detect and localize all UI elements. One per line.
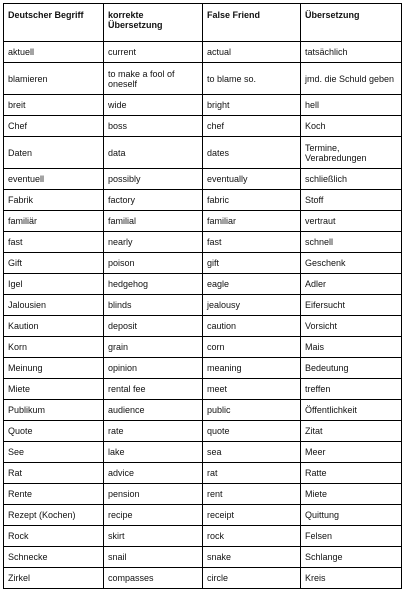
- table-row: [4, 137, 402, 169]
- german-term-cell: Gift: [4, 253, 104, 274]
- false-friend-cell: quote: [203, 421, 301, 442]
- translation-cell: Felsen: [301, 526, 402, 547]
- table-row: [4, 379, 402, 400]
- german-term-cell: Kaution: [4, 316, 104, 337]
- correct-translation-cell: factory: [104, 190, 203, 211]
- table-row: [4, 63, 402, 95]
- table-row: [4, 253, 402, 274]
- correct-translation-cell: lake: [104, 442, 203, 463]
- translation-cell: Schlange: [301, 547, 402, 568]
- table-row: [4, 316, 402, 337]
- false-friend-cell: receipt: [203, 505, 301, 526]
- translation-cell: Adler: [301, 274, 402, 295]
- translation-cell: Kreis: [301, 568, 402, 589]
- table-row: [4, 274, 402, 295]
- table-row: [4, 169, 402, 190]
- false-friend-cell: jealousy: [203, 295, 301, 316]
- false-friend-cell: fast: [203, 232, 301, 253]
- german-term-cell: breit: [4, 95, 104, 116]
- table-row: [4, 211, 402, 232]
- german-term-cell: Quote: [4, 421, 104, 442]
- false-friend-cell: dates: [203, 137, 301, 169]
- table-row: [4, 295, 402, 316]
- german-term-cell: Jalousien: [4, 295, 104, 316]
- table-row: [4, 463, 402, 484]
- table-row: [4, 337, 402, 358]
- correct-translation-cell: deposit: [104, 316, 203, 337]
- german-term-cell: Rat: [4, 463, 104, 484]
- table-body: [4, 42, 402, 589]
- false-friend-cell: corn: [203, 337, 301, 358]
- false-friend-cell: gift: [203, 253, 301, 274]
- correct-translation-cell: familial: [104, 211, 203, 232]
- german-term-cell: Igel: [4, 274, 104, 295]
- german-term-cell: Miete: [4, 379, 104, 400]
- german-term-cell: Rock: [4, 526, 104, 547]
- translation-cell: treffen: [301, 379, 402, 400]
- false-friend-cell: familiar: [203, 211, 301, 232]
- translation-cell: Koch: [301, 116, 402, 137]
- translation-cell: tatsächlich: [301, 42, 402, 63]
- false-friend-cell: fabric: [203, 190, 301, 211]
- table-row: [4, 547, 402, 568]
- false-friend-cell: bright: [203, 95, 301, 116]
- false-friend-cell: caution: [203, 316, 301, 337]
- false-friend-cell: meaning: [203, 358, 301, 379]
- table-row: [4, 232, 402, 253]
- german-term-cell: Chef: [4, 116, 104, 137]
- correct-translation-cell: skirt: [104, 526, 203, 547]
- false-friend-cell: rat: [203, 463, 301, 484]
- correct-translation-cell: poison: [104, 253, 203, 274]
- translation-cell: Geschenk: [301, 253, 402, 274]
- false-friend-cell: chef: [203, 116, 301, 137]
- german-term-cell: See: [4, 442, 104, 463]
- false-friend-cell: circle: [203, 568, 301, 589]
- table-row: [4, 568, 402, 589]
- translation-cell: hell: [301, 95, 402, 116]
- false-friend-cell: eventually: [203, 169, 301, 190]
- table-row: [4, 358, 402, 379]
- german-term-cell: familiär: [4, 211, 104, 232]
- false-friend-cell: to blame so.: [203, 63, 301, 95]
- false-friend-cell: rock: [203, 526, 301, 547]
- translation-cell: Öffentlichkeit: [301, 400, 402, 421]
- correct-translation-cell: pension: [104, 484, 203, 505]
- german-term-cell: Schnecke: [4, 547, 104, 568]
- correct-translation-cell: recipe: [104, 505, 203, 526]
- translation-cell: schnell: [301, 232, 402, 253]
- correct-translation-cell: possibly: [104, 169, 203, 190]
- translation-cell: jmd. die Schuld geben: [301, 63, 402, 95]
- false-friends-table: [3, 3, 402, 589]
- false-friend-cell: public: [203, 400, 301, 421]
- header-correct-translation: korrekte Übersetzung: [104, 4, 203, 42]
- german-term-cell: Daten: [4, 137, 104, 169]
- german-term-cell: Rente: [4, 484, 104, 505]
- header-german-term: Deutscher Begriff: [4, 4, 104, 42]
- translation-cell: Termine, Verabredungen: [301, 137, 402, 169]
- table-row: [4, 484, 402, 505]
- correct-translation-cell: data: [104, 137, 203, 169]
- correct-translation-cell: to make a fool of oneself: [104, 63, 203, 95]
- translation-cell: Zitat: [301, 421, 402, 442]
- translation-cell: Mais: [301, 337, 402, 358]
- correct-translation-cell: hedgehog: [104, 274, 203, 295]
- translation-cell: Quittung: [301, 505, 402, 526]
- table-row: [4, 95, 402, 116]
- german-term-cell: Publikum: [4, 400, 104, 421]
- correct-translation-cell: grain: [104, 337, 203, 358]
- translation-cell: Eifersucht: [301, 295, 402, 316]
- header-false-friend: False Friend: [203, 4, 301, 42]
- translation-cell: Ratte: [301, 463, 402, 484]
- german-term-cell: Korn: [4, 337, 104, 358]
- translation-cell: Meer: [301, 442, 402, 463]
- translation-cell: Miete: [301, 484, 402, 505]
- table-row: [4, 42, 402, 63]
- translation-cell: Bedeutung: [301, 358, 402, 379]
- german-term-cell: aktuell: [4, 42, 104, 63]
- table-row: [4, 526, 402, 547]
- false-friend-cell: snake: [203, 547, 301, 568]
- false-friend-cell: actual: [203, 42, 301, 63]
- false-friend-cell: meet: [203, 379, 301, 400]
- correct-translation-cell: audience: [104, 400, 203, 421]
- german-term-cell: eventuell: [4, 169, 104, 190]
- german-term-cell: Meinung: [4, 358, 104, 379]
- correct-translation-cell: wide: [104, 95, 203, 116]
- correct-translation-cell: boss: [104, 116, 203, 137]
- table-row: [4, 190, 402, 211]
- correct-translation-cell: opinion: [104, 358, 203, 379]
- header-row: [4, 4, 402, 42]
- false-friend-cell: eagle: [203, 274, 301, 295]
- german-term-cell: Fabrik: [4, 190, 104, 211]
- correct-translation-cell: rate: [104, 421, 203, 442]
- translation-cell: Vorsicht: [301, 316, 402, 337]
- table-row: [4, 400, 402, 421]
- table-row: [4, 505, 402, 526]
- correct-translation-cell: nearly: [104, 232, 203, 253]
- german-term-cell: fast: [4, 232, 104, 253]
- correct-translation-cell: blinds: [104, 295, 203, 316]
- correct-translation-cell: snail: [104, 547, 203, 568]
- german-term-cell: blamieren: [4, 63, 104, 95]
- false-friend-cell: rent: [203, 484, 301, 505]
- correct-translation-cell: current: [104, 42, 203, 63]
- german-term-cell: Rezept (Kochen): [4, 505, 104, 526]
- correct-translation-cell: advice: [104, 463, 203, 484]
- table-row: [4, 442, 402, 463]
- header-translation: Übersetzung: [301, 4, 402, 42]
- translation-cell: vertraut: [301, 211, 402, 232]
- german-term-cell: Zirkel: [4, 568, 104, 589]
- table-row: [4, 421, 402, 442]
- translation-cell: schließlich: [301, 169, 402, 190]
- false-friend-cell: sea: [203, 442, 301, 463]
- correct-translation-cell: compasses: [104, 568, 203, 589]
- translation-cell: Stoff: [301, 190, 402, 211]
- correct-translation-cell: rental fee: [104, 379, 203, 400]
- table-row: [4, 116, 402, 137]
